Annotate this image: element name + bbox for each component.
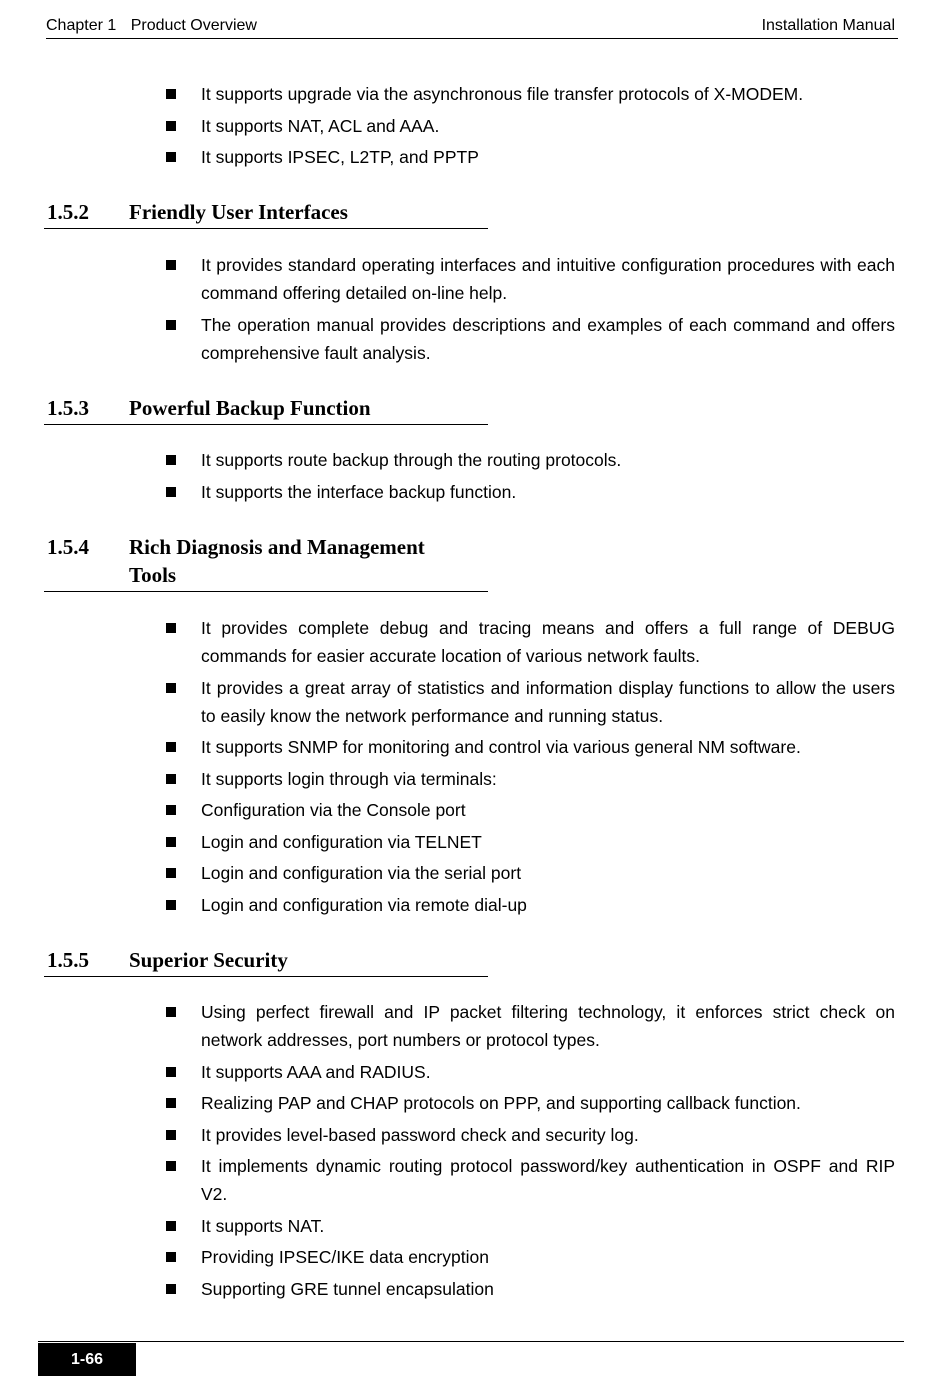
list-item: It supports the interface backup function. — [163, 478, 895, 506]
intro-bullet-list — [163, 80, 895, 175]
square-bullet-icon — [166, 1007, 176, 1017]
square-bullet-icon — [166, 260, 176, 270]
square-bullet-icon — [166, 1221, 176, 1231]
square-bullet-icon — [166, 1130, 176, 1140]
square-bullet-icon — [166, 900, 176, 910]
section-heading — [44, 946, 488, 977]
square-bullet-icon — [166, 774, 176, 784]
list-item: It supports SNMP for monitoring and control via various general NM software. — [163, 733, 895, 761]
section-bullet-list — [163, 998, 895, 1306]
section-bullet-list — [163, 251, 895, 370]
square-bullet-icon — [166, 1067, 176, 1077]
list-item: Providing IPSEC/IKE data encryption — [163, 1243, 895, 1271]
section-number: 1.5.4 — [47, 535, 89, 559]
list-item: It supports IPSEC, L2TP, and PPTP — [163, 143, 895, 171]
manual-title: Installation Manual — [761, 17, 895, 34]
section-heading — [44, 533, 488, 592]
list-item: It supports login through via terminals: — [163, 765, 895, 793]
square-bullet-icon — [166, 623, 176, 633]
square-bullet-icon — [166, 89, 176, 99]
square-bullet-icon — [166, 805, 176, 815]
chapter-title: Product Overview — [130, 17, 257, 34]
square-bullet-icon — [166, 1161, 176, 1171]
page-number: 1-66 — [38, 1343, 136, 1376]
list-item: It implements dynamic routing protocol password/key authentication in OSPF and RIP V2. — [163, 1152, 895, 1208]
square-bullet-icon — [166, 1252, 176, 1262]
page-header — [46, 17, 898, 39]
list-item: It provides standard operating interfaces and intuitive configuration procedures with each command offering detailed on-line help. — [163, 251, 895, 307]
chapter-label: Chapter 1 — [46, 17, 117, 34]
square-bullet-icon — [166, 455, 176, 465]
square-bullet-icon — [166, 868, 176, 878]
list-item: It provides complete debug and tracing means and offers a full range of DEBUG commands for easier accurate location of various network faults. — [163, 614, 895, 670]
square-bullet-icon — [166, 1098, 176, 1108]
list-item: It provides level-based password check and security log. — [163, 1121, 895, 1149]
list-item: Realizing PAP and CHAP protocols on PPP, and supporting callback function. — [163, 1089, 895, 1117]
list-item: It supports NAT. — [163, 1212, 895, 1240]
footer-rule — [38, 1341, 904, 1342]
square-bullet-icon — [166, 320, 176, 330]
list-item: Login and configuration via TELNET — [163, 828, 895, 856]
section-number: 1.5.3 — [47, 396, 89, 420]
list-item: It supports upgrade via the asynchronous file transfer protocols of X-MODEM. — [163, 80, 895, 108]
section-heading — [44, 198, 488, 229]
section-title: Powerful Backup Function — [129, 396, 371, 420]
list-item: Login and configuration via the serial port — [163, 859, 895, 887]
section-number: 1.5.2 — [47, 200, 89, 224]
section-heading — [44, 394, 488, 425]
section-bullet-list — [163, 614, 895, 922]
section-title: Friendly User Interfaces — [129, 200, 348, 224]
square-bullet-icon — [166, 121, 176, 131]
list-item: Configuration via the Console port — [163, 796, 895, 824]
list-item: Login and configuration via remote dial-up — [163, 891, 895, 919]
list-item: The operation manual provides descriptions and examples of each command and offers comprehensive fault analysis. — [163, 311, 895, 367]
section-title: Rich Diagnosis and Management Tools — [129, 535, 425, 587]
square-bullet-icon — [166, 742, 176, 752]
header-left — [46, 17, 257, 35]
square-bullet-icon — [166, 837, 176, 847]
list-item: It provides a great array of statistics and information display functions to allow the users to easily know the network performance and running status. — [163, 674, 895, 730]
section-title: Superior Security — [129, 948, 288, 972]
square-bullet-icon — [166, 683, 176, 693]
section-number: 1.5.5 — [47, 948, 89, 972]
square-bullet-icon — [166, 487, 176, 497]
section-bullet-list — [163, 446, 895, 509]
list-item: It supports route backup through the routing protocols. — [163, 446, 895, 474]
square-bullet-icon — [166, 152, 176, 162]
list-item: It supports AAA and RADIUS. — [163, 1058, 895, 1086]
list-item: It supports NAT, ACL and AAA. — [163, 112, 895, 140]
square-bullet-icon — [166, 1284, 176, 1294]
list-item: Supporting GRE tunnel encapsulation — [163, 1275, 895, 1303]
list-item: Using perfect firewall and IP packet filtering technology, it enforces strict check on network addresses, port numbers or protocol types. — [163, 998, 895, 1054]
